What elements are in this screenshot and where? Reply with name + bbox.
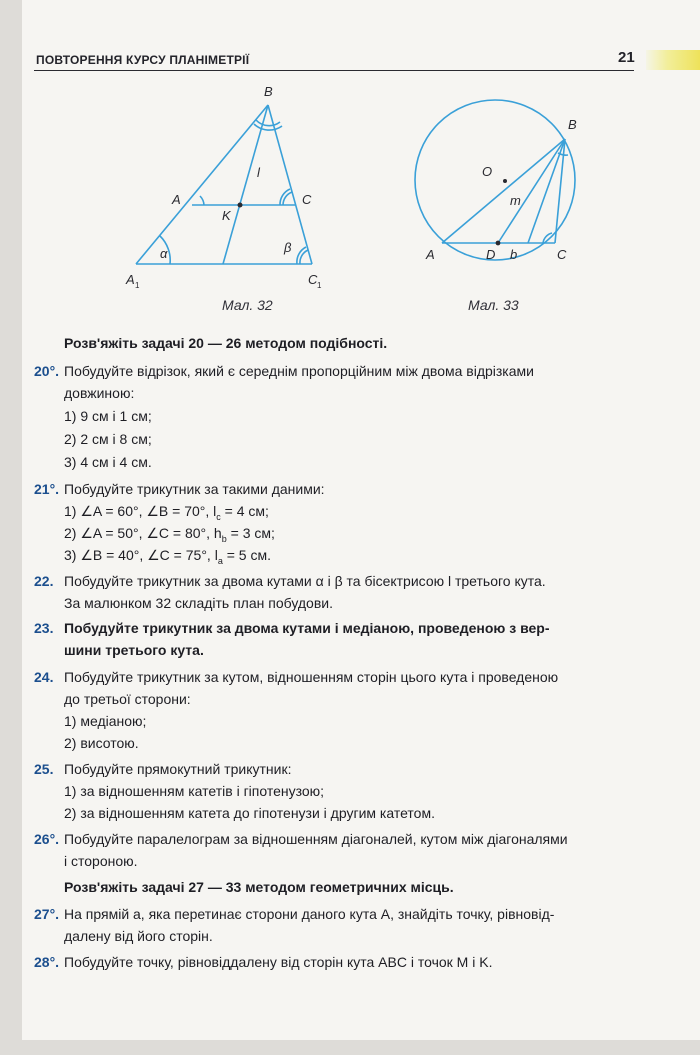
list-item: 1) 9 см і 1 см; (64, 408, 152, 424)
problem-24-line2: до третьої сторони: (64, 691, 191, 707)
problem-text: Побудуйте прямокутний трикутник: (64, 761, 292, 777)
label-c1: C (308, 272, 318, 287)
problem-text: Побудуйте трикутник за такими даними: (64, 481, 325, 497)
point-d (496, 241, 501, 246)
list-item: 3) 4 см і 4 см. (64, 454, 152, 470)
label-a: A (426, 247, 435, 262)
label-b: B (568, 117, 577, 132)
problem-27-line2: далену від його сторін. (64, 928, 213, 944)
page-number: 21 (618, 49, 635, 66)
problem-number: 22. (34, 573, 54, 589)
problem-24 (34, 666, 558, 688)
problem-number: 28°. (34, 954, 60, 970)
problem-text: Побудуйте точку, рівновіддалену від сторін кута ABC і точок M і K. (64, 954, 493, 970)
list-item: 2) за відношенням катета до гіпотенузи і другим катетом. (64, 805, 435, 821)
label-m: m (510, 193, 521, 208)
list-item: 2) 2 см і 8 см; (64, 431, 152, 447)
problem-number: 25. (34, 761, 54, 777)
angle-arc-b-1 (256, 120, 280, 126)
figure-32 (120, 80, 350, 295)
problem-22 (34, 570, 546, 592)
problem-20-line2: довжиною: (64, 385, 135, 401)
label-c: C (557, 247, 567, 262)
problem-number: 20°. (34, 363, 60, 379)
problem-text: Побудуйте трикутник за двома кутами і медіаною, проведеною з вер- (64, 620, 550, 636)
section-heading-loci: Розв'яжіть задачі 27 — 33 методом геометричних місць. (64, 879, 454, 895)
section-heading-similarity: Розв'яжіть задачі 20 — 26 методом подібності. (64, 335, 388, 351)
problem-21 (34, 478, 325, 500)
problem-number: 24. (34, 669, 54, 685)
angle-arc-a (200, 196, 204, 205)
problem-number: 21°. (34, 481, 60, 497)
problem-23-line2: шини третього кута. (64, 642, 204, 658)
figure-32-caption: Мал. 32 (222, 297, 273, 313)
label-o: O (482, 164, 493, 179)
list-item: 2) ∠A = 50°, ∠C = 80°, $h_b = 3$ см; (64, 525, 275, 544)
label-d: D (486, 247, 496, 262)
list-item: 2) висотою. (64, 735, 139, 751)
problem-27 (34, 903, 554, 925)
point-k (238, 203, 243, 208)
problem-23 (34, 617, 550, 639)
angle-arc-beta (300, 250, 308, 264)
running-header-title: ПОВТОРЕННЯ КУРСУ ПЛАНІМЕТРІЇ (36, 53, 250, 67)
figure-33 (410, 95, 610, 275)
problem-text: Побудуйте паралелограм за відношенням діагоналей, кутом між діагоналями (64, 831, 568, 847)
problem-number: 27°. (34, 906, 60, 922)
label-a: A (172, 192, 181, 207)
list-item: 1) медіаною; (64, 713, 147, 729)
problem-26-line2: і стороною. (64, 853, 138, 869)
label-l: l (257, 165, 260, 180)
problem-22-line2: За малюнком 32 складіть план побудови. (64, 595, 333, 611)
problem-text: Побудуйте відрізок, який є середнім пропорційним між двома відрізками (64, 363, 534, 379)
segment-a1-b (136, 105, 268, 264)
figure-33-caption: Мал. 33 (468, 297, 519, 313)
problem-text: Побудуйте трикутник за двома кутами α і β та бісектрисою l третього кута. (64, 573, 546, 589)
problem-number: 26°. (34, 831, 60, 847)
label-beta: β (284, 240, 292, 255)
label-a1: A (126, 272, 135, 287)
label-b-lower: b (510, 247, 518, 262)
problem-20 (34, 360, 534, 382)
page-corner-tab (646, 50, 700, 70)
problem-text: Побудуйте трикутник за кутом, відношенням сторін цього кута і проведеною (64, 669, 559, 685)
label-c: C (302, 192, 312, 207)
problem-number: 23. (34, 620, 54, 636)
label-a1-sub: 1 (135, 281, 140, 290)
label-b: B (264, 84, 273, 99)
list-item: 1) ∠A = 60°, ∠B = 70°, $l_c = 4$ см; (64, 503, 269, 522)
center-o (503, 179, 507, 183)
problem-25 (34, 758, 291, 780)
label-k: K (222, 208, 231, 223)
median-m (498, 139, 565, 243)
problem-28 (34, 951, 492, 973)
problem-26 (34, 828, 568, 850)
label-alpha: α (160, 246, 168, 261)
header-rule (34, 70, 634, 71)
list-item: 1) за відношенням катетів і гіпотенузою; (64, 783, 325, 799)
list-item: 3) ∠B = 40°, ∠C = 75°, $l_a = 5$ см. (64, 547, 271, 566)
problem-text: На прямій a, яка перетинає сторони даного кута A, знайдіть точку, рівновід- (64, 906, 555, 922)
label-c1-sub: 1 (317, 281, 322, 290)
